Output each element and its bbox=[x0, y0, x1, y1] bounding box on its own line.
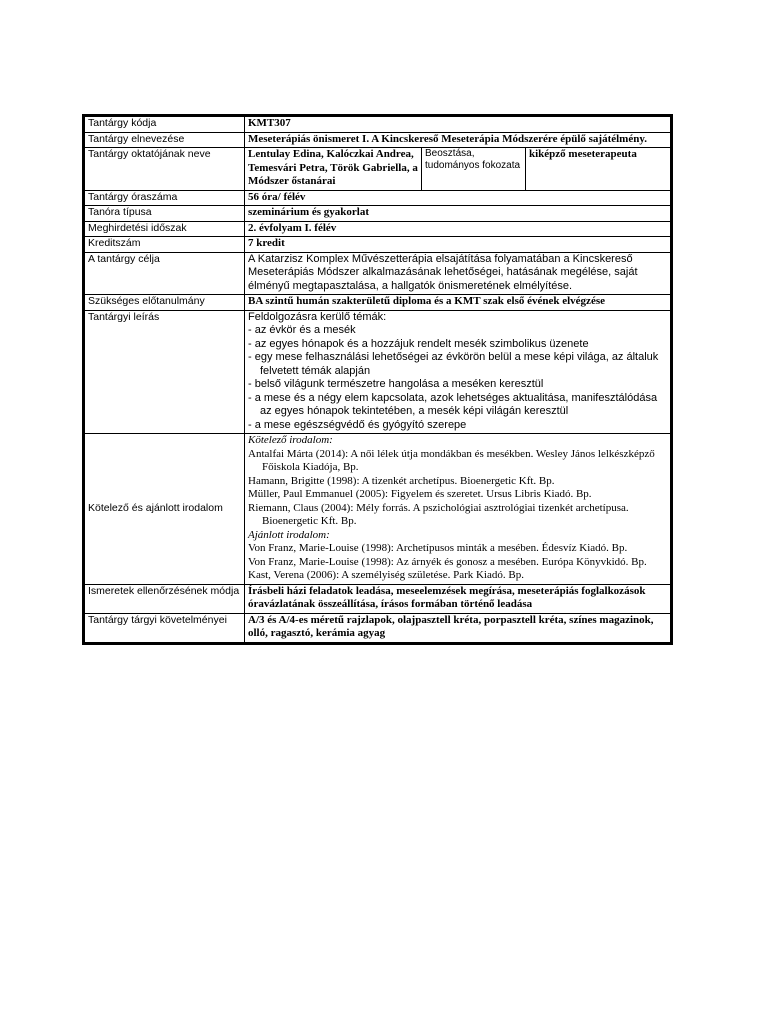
period-value: 2. évfolyam I. félév bbox=[245, 221, 671, 237]
name-value: Meseterápiás önismeret I. A Kincskereső Meseterápia Módszerére épülő sajátélmény. bbox=[245, 132, 671, 148]
description-item: - az évkör és a mesék bbox=[248, 324, 356, 336]
row-description bbox=[85, 310, 671, 434]
type-value: szeminárium és gyakorlat bbox=[245, 206, 671, 222]
teacher-value: Lentulay Edina, Kalóczkai Andrea, Temesvári Petra, Török Gabriella, a Módszer őstanárai bbox=[245, 148, 422, 191]
credits-label: Kreditszám bbox=[85, 237, 245, 253]
assessment-label: Ismeretek ellenőrzésének módja bbox=[85, 584, 245, 613]
goal-value: A Katarzisz Komplex Művészetterápia elsajátítása folyamatában a Kincskereső Meseterápiás Módszer alkalmazásának lehetőségei, hatásának megélése, saját élményű megtapasztalása, a hallgatók önismeretének elmélyítése. bbox=[245, 252, 671, 295]
prereq-label: Szükséges előtanulmány bbox=[85, 295, 245, 311]
period-label: Meghirdetési időszak bbox=[85, 221, 245, 237]
teacher-label: Tantárgy oktatójának neve bbox=[85, 148, 245, 191]
requirements-label: Tantárgy tárgyi követelményei bbox=[85, 613, 245, 642]
position-value: kiképző meseterapeuta bbox=[526, 148, 671, 191]
code-value: KMT307 bbox=[245, 117, 671, 133]
assessment-value: Írásbeli házi feladatok leadása, meseelemzések megírása, meseterápiás foglalkozások óravázlatának összeállítása, írásos formában történő leadása bbox=[245, 584, 671, 613]
description-value bbox=[245, 310, 671, 434]
row-literature bbox=[85, 434, 671, 585]
goal-label: A tantárgy célja bbox=[85, 252, 245, 295]
prereq-value: BA szintű humán szakterületű diploma és a KMT szak első évének elvégzése bbox=[245, 295, 671, 311]
description-item: - a mese egészségvédő és gyógyító szerepe bbox=[248, 418, 467, 431]
description-label: Tantárgyi leírás bbox=[85, 310, 245, 434]
course-info-table bbox=[84, 116, 671, 643]
description-item: - az egyes hónapok és a hozzájuk rendelt mesék szimbolikus üzenete bbox=[248, 337, 589, 350]
description-item: - belső világunk természetre hangolása a meséken keresztül bbox=[248, 378, 544, 390]
literature-item: Hamann, Brigitte (1998): A tizenkét archetípus. Bioenergetic Kft. Bp. bbox=[248, 474, 555, 487]
literature-item: Von Franz, Marie-Louise (1998): Az árnyék és gonosz a mesében. Európa Könyvkidó. Bp. bbox=[248, 555, 647, 568]
row-requirements bbox=[85, 613, 671, 642]
row-goal bbox=[85, 252, 671, 295]
row-type bbox=[85, 206, 671, 222]
recommended-heading: Ajánlott irodalom: bbox=[248, 528, 330, 541]
credits-value: 7 kredit bbox=[245, 237, 671, 253]
required-heading: Kötelező irodalom: bbox=[248, 434, 333, 446]
position-label: Beosztása, tudományos fokozata bbox=[422, 148, 526, 191]
literature-item: Antalfai Márta (2014): A női lélek útja mondákban és mesékben. Wesley János lelkészképző Főiskola Kiadója, Bp. bbox=[248, 447, 655, 473]
literature-item: Von Franz, Marie-Louise (1998): Archetípusos minták a mesében. Édesvíz Kiadó. Bp. bbox=[248, 542, 628, 554]
row-teacher bbox=[85, 148, 671, 191]
literature-item: Riemann, Claus (2004): Mély forrás. A pszichológiai asztrológiai tizenkét archetípusa. Bioenergetic Kft. Bp. bbox=[248, 501, 629, 527]
row-hours bbox=[85, 190, 671, 206]
literature-item: Kast, Verena (2006): A személyiség születése. Park Kiadó. Bp. bbox=[248, 569, 524, 581]
row-code bbox=[85, 117, 671, 133]
requirements-value: A/3 és A/4-es méretű rajzlapok, olajpasztell kréta, porpasztell kréta, színes magazinok, olló, ragasztó, kerámia agyag bbox=[245, 613, 671, 642]
row-credits bbox=[85, 237, 671, 253]
hours-value: 56 óra/ félév bbox=[245, 190, 671, 206]
literature-item: Müller, Paul Emmanuel (2005): Figyelem és szeretet. Ursus Libris Kiadó. Bp. bbox=[248, 488, 592, 500]
literature-label: Kötelező és ajánlott irodalom bbox=[85, 434, 245, 585]
row-name bbox=[85, 132, 671, 148]
row-assessment bbox=[85, 584, 671, 613]
description-item: - a mese és a négy elem kapcsolata, azok lehetséges aktualitása, manifesztálódása az egyes hónapok tekintetében, a mesék képi világán keresztül bbox=[248, 391, 658, 417]
literature-value bbox=[245, 434, 671, 585]
row-period bbox=[85, 221, 671, 237]
type-label: Tanóra típusa bbox=[85, 206, 245, 222]
name-label: Tantárgy elnevezése bbox=[85, 132, 245, 148]
course-table bbox=[82, 114, 673, 645]
code-label: Tantárgy kódja bbox=[85, 117, 245, 133]
row-prereq bbox=[85, 295, 671, 311]
hours-label: Tantárgy óraszáma bbox=[85, 190, 245, 206]
description-intro: Feldolgozásra kerülő témák: bbox=[248, 310, 387, 323]
description-item: - egy mese felhasználási lehetőségei az évkörön belül a mese képi világa, az általuk felvetett témák alapján bbox=[248, 351, 659, 377]
